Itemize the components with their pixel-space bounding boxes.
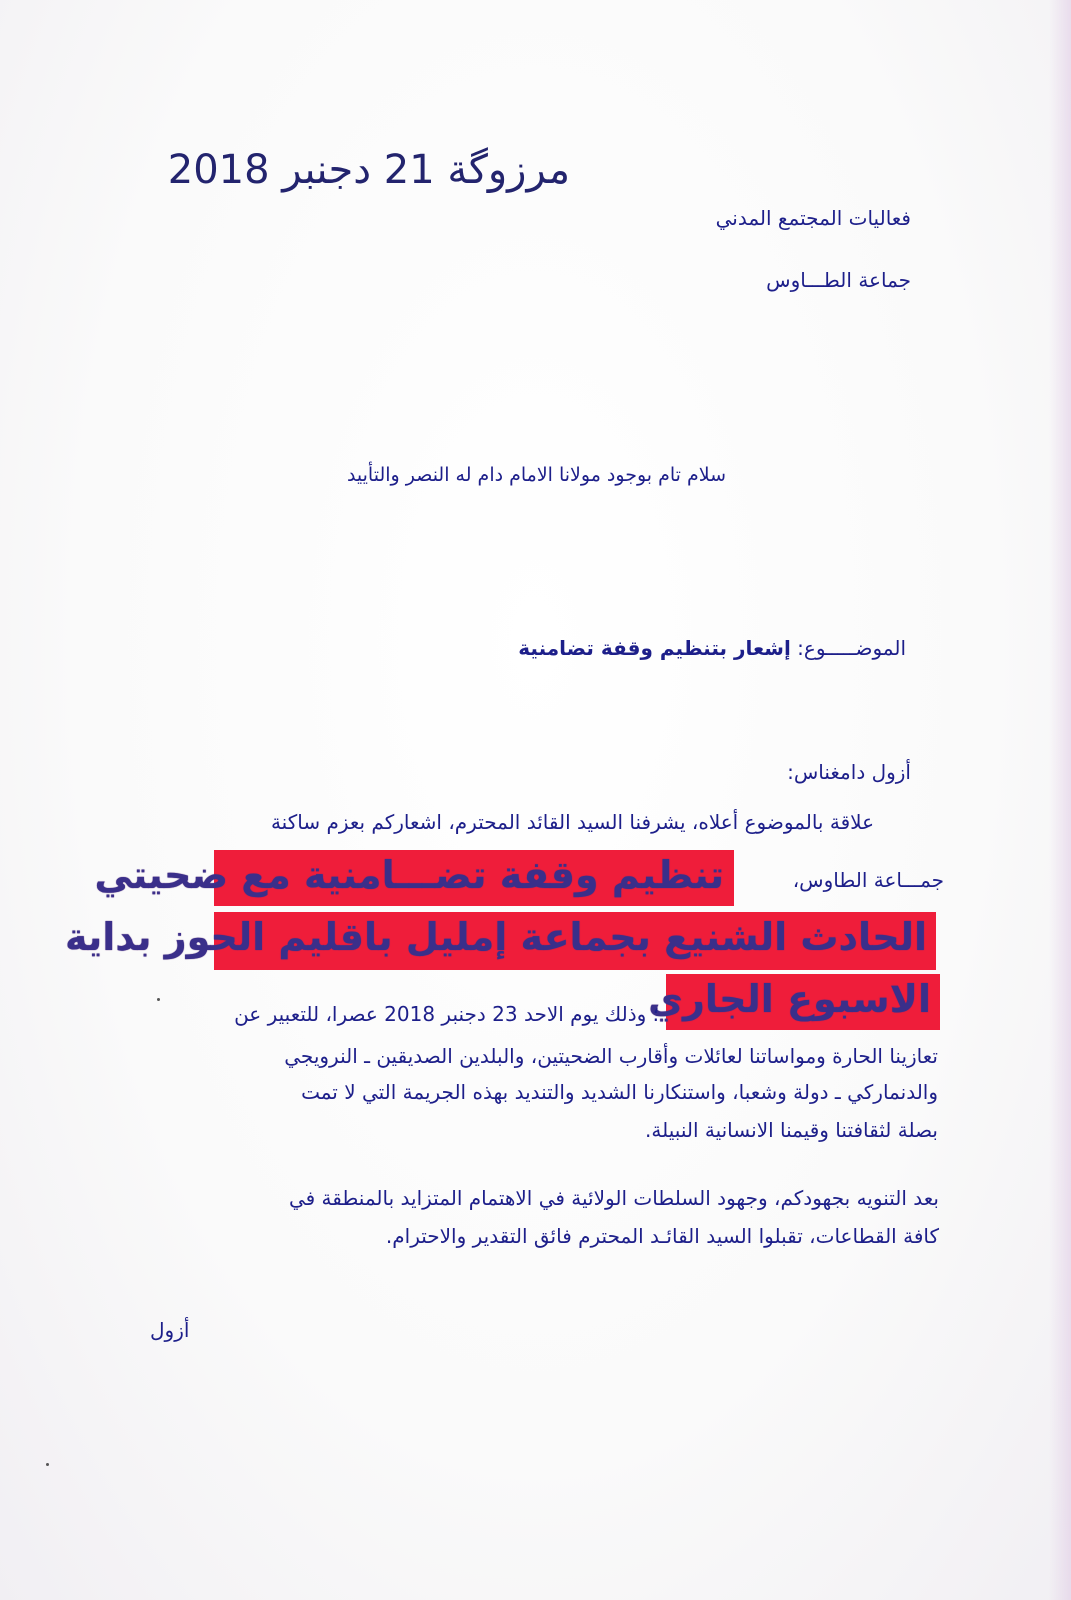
subject-value: إشعار بتنظيم وقفة تضامنية (518, 636, 791, 660)
sender-line-commune: جماعة الطـــاوس (766, 268, 911, 292)
scan-speck (46, 1463, 49, 1466)
body-line-2-prefix: جمـــاعة الطاوس، (792, 868, 944, 892)
highlight-text-3: الاسبوع الجاري (648, 977, 931, 1021)
body-line-1: علاقة بالموضوع أعلاه، يشرفنا السيد القائد المحترم، اشعاركم بعزم ساكنة (270, 810, 874, 834)
letter-date: مرزوگة 21 دجنبر 2018 (167, 147, 570, 193)
sender-line-civil-society: فعاليات المجتمع المدني (715, 206, 911, 230)
body-para2-line-2: كافة القطاعات، تقبلوا السيد القائـد المحترم فائق التقدير والاحترام. (385, 1224, 939, 1248)
body-para2-line-1: بعد التنويه بجهودكم، وجهود السلطات الولائية في الاهتمام المتزايد بالمنطقة في (288, 1186, 939, 1210)
body-line-7: بصلة لثقافتنا وقيمنا الانسانية النبيلة. (645, 1118, 938, 1142)
salutation: أزول دامغناس: (787, 760, 911, 784)
highlight-text-1: تنظيم وقفة تضـــامنية مع ضحيتي (94, 853, 724, 897)
highlight-text-2: الحادث الشنيع بجماعة إمليل باقليم الحوز بداية (64, 915, 927, 959)
body-line-5: تعازينا الحارة ومواساتنا لعائلات وأقارب الضحيتين، والبلدين الصديقين ـ النرويجي (284, 1044, 938, 1068)
subject-line (518, 638, 906, 658)
body-line-6: والدنماركي ـ دولة وشعبا، واستنكارنا الشديد والتنديد بهذه الجريمة التي لا تمت (301, 1080, 938, 1104)
subject-label: الموضـــــوع: (797, 636, 906, 660)
page-edge-shadow (1049, 0, 1071, 1600)
body-line-4: ؛ وذلك يوم الاحد 23 دجنبر 2018 عصرا، للتعبير عن (234, 1002, 659, 1026)
greeting: سلام تام بوجود مولانا الامام دام له النصر والتأييد (346, 464, 726, 486)
scan-speck (157, 998, 160, 1001)
closing: أزول (150, 1318, 190, 1342)
